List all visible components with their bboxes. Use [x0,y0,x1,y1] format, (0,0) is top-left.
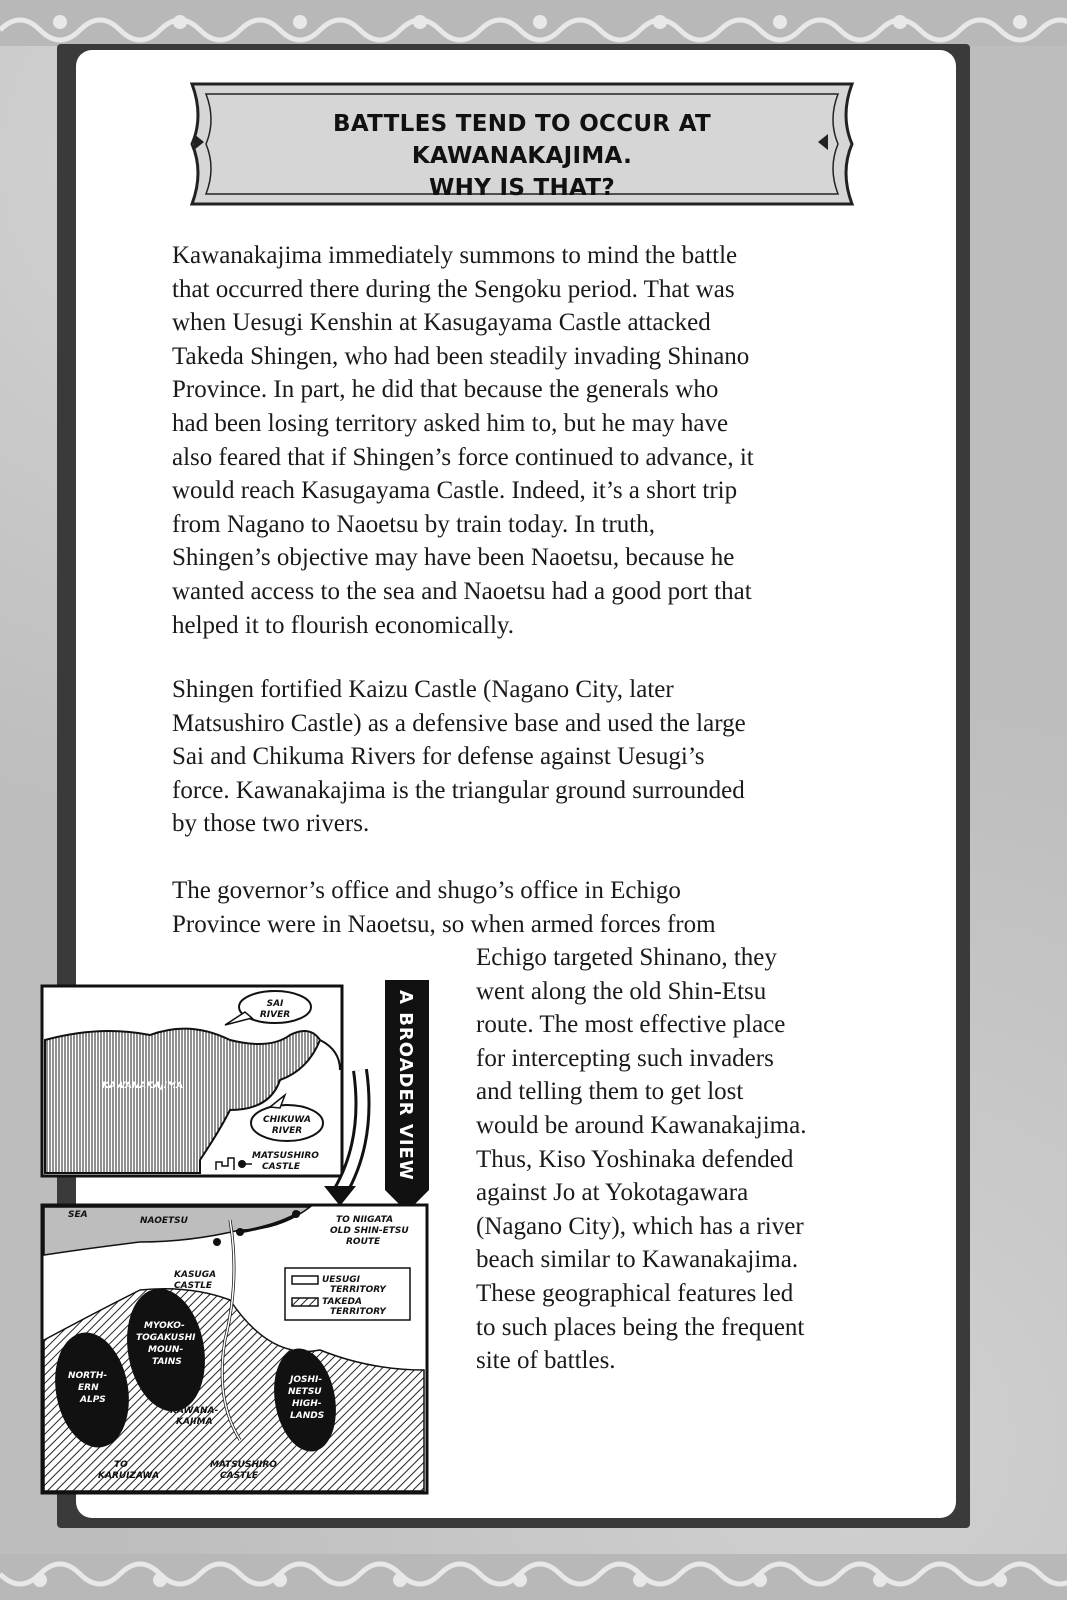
map-label: CASTLE [174,1281,213,1291]
map-vertical-title: A BROADER VIEW [395,990,416,1181]
text-line: force. Kawanakajima is the triangular ground surrounded [172,776,745,804]
paragraph [172,673,852,841]
map-label: TERRITORY [330,1285,386,1295]
text-line: when Uesugi Kenshin at Kasugayama Castle attacked [172,309,711,337]
map-label: KASUGA [174,1270,217,1280]
paragraph [172,874,852,941]
text-line: Kawanakajima immediately summons to mind the battle [172,242,738,269]
text-line: had been losing territory asked him to, but he may have [172,409,729,437]
map-label: JOSHI- [290,1375,323,1385]
map-label: LANDS [290,1411,325,1421]
map-label: CHIKUWA [262,1115,312,1125]
text-line: route. The most effective place [476,1011,786,1039]
map-label: RIVER [259,1010,291,1020]
map-label: CASTLE [220,1471,259,1481]
map-label: TO NIIGATA [336,1215,394,1225]
map-label: ALPS [80,1395,106,1405]
text-line: against Jo at Yokotagawara [476,1179,749,1207]
paragraph [476,941,886,1378]
map-label: NORTH- [68,1371,108,1381]
map-label: RIVER [271,1126,303,1136]
map-label: HIGH- [292,1399,322,1409]
title-banner [172,76,872,212]
text-line: Sai and Chikuma Rivers for defense against Uesugi’s [172,743,705,771]
text-line: These geographical features led [476,1279,794,1307]
text-line: beach similar to Kawanakajima. [476,1246,799,1274]
map-label: TOGAKUSHI [136,1333,196,1343]
text-line: Thus, Kiso Yoshinaka defended [476,1145,794,1173]
title-line: WHY IS THAT? [429,175,615,201]
text-line: went along the old Shin-Etsu [476,977,767,1005]
text-line: and telling them to get lost [476,1078,744,1106]
text-line: Shingen fortified Kaizu Castle (Nagano City, later [172,676,674,703]
text-line: Takeda Shingen, who had been steadily invading Shinano [172,342,750,370]
map-label: KARUIZAWA [98,1471,160,1481]
map-label: KAWANA- [170,1406,219,1416]
decorative-scroll-border-top [0,0,1067,46]
lower-map [42,1205,427,1493]
map-label: OLD SHIN-ETSU [330,1226,409,1236]
map-label: SEA [68,1210,88,1220]
text-line: for intercepting such invaders [476,1044,774,1072]
map-label: ROUTE [346,1237,381,1247]
text-line: wanted access to the sea and Naoetsu had a good port that [172,577,752,605]
map-label: TAINS [152,1357,182,1367]
page-title [232,108,812,204]
text-line: site of battles. [476,1347,616,1375]
title-line: BATTLES TEND TO OCCUR AT KAWANAKAJIMA. [333,111,711,169]
text-line: also feared that if Shingen’s force continued to advance, it [172,443,754,471]
map-label: TAKEDA [322,1297,362,1307]
legend-swatch-takeda [292,1298,318,1306]
map-label: KAWANAKAJIMA [102,1081,184,1091]
text-line: (Nagano City), which has a river [476,1212,804,1240]
text-line: Province were in Naoetsu, so when armed forces from [172,910,716,938]
map-label: TO [114,1460,128,1470]
upper-map [42,986,342,1176]
text-line: that occurred there during the Sengoku period. That was [172,275,735,303]
map-label: NAOETSU [140,1216,188,1226]
text-line: Matsushiro Castle) as a defensive base and used the large [172,709,746,737]
text-line: by those two rivers. [172,810,370,838]
text-line: The governor’s office and shugo’s office in Echigo [172,877,681,904]
map-label: TERRITORY [330,1307,386,1317]
map-label: ERN [78,1383,99,1393]
paragraph [172,239,852,642]
kawanakajima-map [40,980,440,1500]
map-label: NETSU [288,1387,322,1397]
map-label: UESUGI [322,1275,360,1285]
map-label: MATSUSHIRO [252,1151,319,1161]
text-line: Province. In part, he did that because the generals who [172,376,719,404]
map-label: CASTLE [262,1162,301,1172]
text-line: from Nagano to Naoetsu by train today. In truth, [172,510,655,538]
map-label: MYOKO- [144,1321,185,1331]
map-label: MATSUSHIRO [210,1460,277,1470]
text-line: to such places being the frequent [476,1313,805,1341]
text-line: helped it to flourish economically. [172,611,515,639]
text-line: Echigo targeted Shinano, they [476,944,777,971]
decorative-scroll-border-bottom [0,1554,1067,1600]
legend-swatch-uesugi [292,1276,318,1284]
map-label: SAI [266,999,284,1009]
text-line: would be around Kawanakajima. [476,1111,807,1139]
text-line: would reach Kasugayama Castle. Indeed, it’s a short trip [172,477,738,505]
text-line: Shingen’s objective may have been Naoetsu, because he [172,544,735,572]
map-label: KAJIMA [176,1417,213,1427]
map-label: MOUN- [148,1345,184,1355]
